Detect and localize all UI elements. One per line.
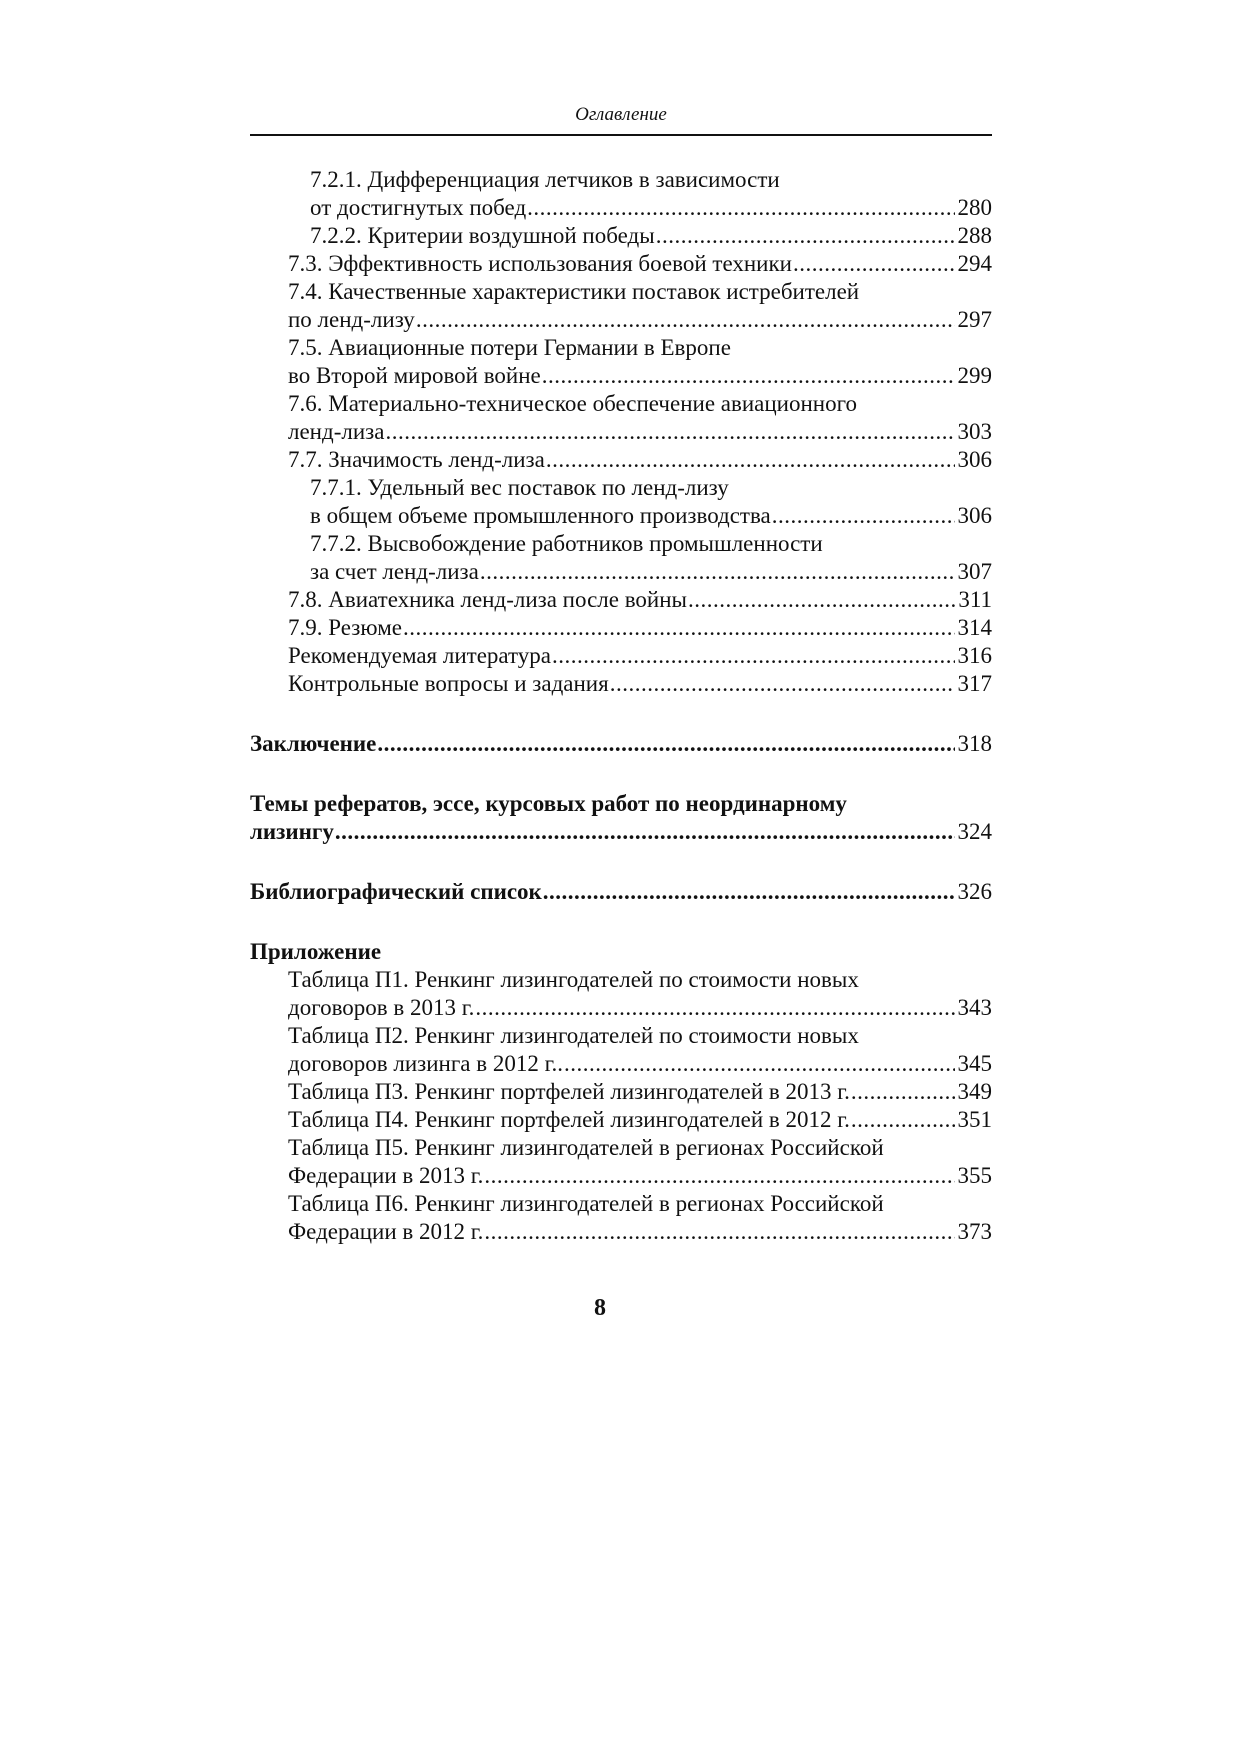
- dot-leader: [416, 306, 955, 334]
- toc-entry-title-line: Таблица П1. Ренкинг лизингодателей по стоимости новых: [288, 967, 859, 992]
- toc-page-number: 303: [957, 419, 992, 444]
- toc-page-number: 343: [957, 995, 992, 1020]
- toc-entry-title-line: 7.8. Авиатехника ленд-лиза после войны: [288, 587, 687, 612]
- toc-page-number: 351: [957, 1107, 992, 1132]
- section-gap: [250, 846, 992, 878]
- dot-leader: [851, 1106, 955, 1134]
- toc-entry: [250, 446, 992, 474]
- page-number: 8: [594, 1295, 606, 1321]
- toc-entry-row: [288, 1050, 992, 1078]
- toc-entry: [250, 586, 992, 614]
- toc-entry: [250, 730, 992, 758]
- toc-entry-row: [288, 418, 992, 446]
- toc-entry-title-line: 7.3. Эффективность использования боевой техники: [288, 251, 792, 276]
- toc-page-number: 345: [957, 1051, 992, 1076]
- toc-entry-title-line: 7.2.2. Критерии воздушной победы: [310, 223, 655, 248]
- dot-leader: [527, 194, 954, 222]
- toc-entry-title-line: 7.7.2. Высвобождение работников промышленности: [310, 531, 823, 556]
- toc-entry-title-line: Таблица П4. Ренкинг портфелей лизингодателей в 2012 г.: [288, 1107, 850, 1132]
- toc-entry-title-line: от достигнутых побед: [310, 195, 527, 220]
- toc-entry-row: [310, 222, 992, 250]
- toc-entry: [250, 790, 992, 846]
- dot-leader: [377, 730, 954, 758]
- toc-entry: [250, 1134, 992, 1190]
- toc-entry-row: [250, 818, 992, 846]
- toc-page-number: 318: [957, 731, 992, 756]
- dot-leader: [546, 446, 955, 474]
- toc-entry-row: [288, 306, 992, 334]
- toc-entry-row: [288, 250, 992, 278]
- toc-entry-row: [288, 1106, 992, 1134]
- toc-entry-row: [288, 1162, 992, 1190]
- toc-entry-row: [288, 1218, 992, 1246]
- toc-entry: [250, 250, 992, 278]
- dot-leader: [552, 642, 955, 670]
- toc-entry-title-line: в общем объеме промышленного производства: [310, 503, 771, 528]
- toc-entry-title-line: по ленд-лизу: [288, 307, 415, 332]
- toc-entry: [250, 1106, 992, 1134]
- toc-page-number: 355: [957, 1163, 992, 1188]
- toc-entry-row: [310, 194, 992, 222]
- dot-leader: [542, 362, 955, 390]
- toc-entry: [250, 222, 992, 250]
- toc-entry: [250, 1190, 992, 1246]
- toc-entry-row: [288, 614, 992, 642]
- toc-page-number: 349: [957, 1079, 992, 1104]
- toc-entry: [250, 614, 992, 642]
- toc-entry-row: [250, 878, 992, 906]
- toc-page-number: 297: [957, 307, 992, 332]
- toc-page-number: 306: [957, 503, 992, 528]
- toc-entry: [250, 878, 992, 906]
- toc-entry: [250, 1078, 992, 1106]
- toc-entry-title-line: 7.4. Качественные характеристики поставок истребителей: [288, 279, 860, 304]
- toc-entry-title-line: 7.6. Материально-техническое обеспечение авиационного: [288, 391, 857, 416]
- toc-entry-row: [288, 994, 992, 1022]
- toc-entry: [250, 278, 992, 334]
- toc-entry: [250, 474, 992, 530]
- header-rule: [250, 134, 992, 136]
- toc-entry-row: [288, 586, 992, 614]
- toc-page-number: 324: [957, 819, 992, 844]
- dot-leader: [772, 502, 955, 530]
- toc-entry-title-line: Контрольные вопросы и задания: [288, 671, 609, 696]
- dot-leader: [480, 558, 955, 586]
- dot-leader: [688, 586, 955, 614]
- toc-entry: [250, 334, 992, 390]
- toc-entry-title-line: во Второй мировой войне: [288, 363, 541, 388]
- dot-leader: [564, 1050, 955, 1078]
- toc-entry-row: [288, 1078, 992, 1106]
- dot-leader: [851, 1078, 955, 1106]
- toc-entry-row: [288, 670, 992, 698]
- dot-leader: [335, 818, 955, 846]
- toc-entry-title-line: Библиографический список: [250, 879, 542, 904]
- dot-leader: [484, 1218, 954, 1246]
- dot-leader: [543, 878, 955, 906]
- toc-entry: [250, 1022, 992, 1078]
- toc-entry-title-line: Таблица П6. Ренкинг лизингодателей в регионах Российской: [288, 1191, 884, 1216]
- toc-entry-title-line: Заключение: [250, 731, 377, 756]
- dot-leader: [610, 670, 955, 698]
- toc-entry-title-line: за счет ленд-лиза: [310, 559, 479, 584]
- toc-page-number: 307: [957, 559, 992, 584]
- dot-leader: [793, 250, 955, 278]
- dot-leader: [484, 1162, 954, 1190]
- toc-page-number: 280: [957, 195, 992, 220]
- toc-entry-title-line: 7.5. Авиационные потери Германии в Европе: [288, 335, 731, 360]
- section-gap: [250, 698, 992, 730]
- toc-page-number: 299: [957, 363, 992, 388]
- toc-page-number: 317: [957, 671, 992, 696]
- toc-entry-row: [310, 502, 992, 530]
- toc-entry-title-line: Рекомендуемая литература: [288, 643, 551, 668]
- toc-page-number: 306: [957, 447, 992, 472]
- toc-page-number: 373: [957, 1219, 992, 1244]
- dot-leader: [403, 614, 955, 642]
- toc-section-heading: Приложение: [250, 939, 382, 964]
- toc-entry-title-line: договоров в 2013 г.: [288, 995, 475, 1020]
- toc-entry-row: [250, 730, 992, 758]
- toc-page-number: 294: [957, 251, 992, 276]
- dot-leader: [656, 222, 955, 250]
- toc-entry-title-line: ленд-лиза: [288, 419, 385, 444]
- toc-entry-title-line: 7.2.1. Дифференциация летчиков в зависимости: [310, 167, 780, 192]
- toc-entry: [250, 390, 992, 446]
- toc-entry-row: [288, 642, 992, 670]
- toc-entry-title-line: лизингу: [250, 819, 334, 844]
- toc-entry-title-line: Таблица П2. Ренкинг лизингодателей по стоимости новых: [288, 1023, 859, 1048]
- toc-entry-title-line: 7.7.1. Удельный вес поставок по ленд-лизу: [310, 475, 729, 500]
- toc-entry-title-line: договоров лизинга в 2012 г..: [288, 1051, 563, 1076]
- toc-entry-title-line: Федерации в 2012 г.: [288, 1219, 484, 1244]
- toc-entry-title-line: Таблица П3. Ренкинг портфелей лизингодателей в 2013 г.: [288, 1079, 850, 1104]
- section-gap: [250, 758, 992, 790]
- toc-page-number: 326: [957, 879, 992, 904]
- running-head: Оглавление: [575, 104, 667, 125]
- toc-entry-title-line: 7.7. Значимость ленд-лиза: [288, 447, 545, 472]
- toc-page-number: 311: [958, 587, 992, 612]
- toc-entry-row: [310, 558, 992, 586]
- toc-page-number: 288: [957, 223, 992, 248]
- toc-entry-row: [288, 362, 992, 390]
- toc-page-number: 314: [957, 615, 992, 640]
- toc-page-number: 316: [957, 643, 992, 668]
- dot-leader: [385, 418, 954, 446]
- section-gap: [250, 906, 992, 938]
- toc-entry-row: [288, 446, 992, 474]
- dot-leader: [475, 994, 954, 1022]
- toc-entry: [250, 670, 992, 698]
- toc-entry: [250, 642, 992, 670]
- toc-entry: [250, 966, 992, 1022]
- toc-entry: [250, 530, 992, 586]
- table-of-contents: [250, 166, 992, 1246]
- toc-entry: [250, 166, 992, 222]
- toc-entry-title-line: Темы рефератов, эссе, курсовых работ по неординарному: [250, 791, 847, 816]
- toc-entry-title-line: Федерации в 2013 г.: [288, 1163, 484, 1188]
- toc-entry-title-line: Таблица П5. Ренкинг лизингодателей в регионах Российской: [288, 1135, 884, 1160]
- toc-entry-title-line: 7.9. Резюме: [288, 615, 402, 640]
